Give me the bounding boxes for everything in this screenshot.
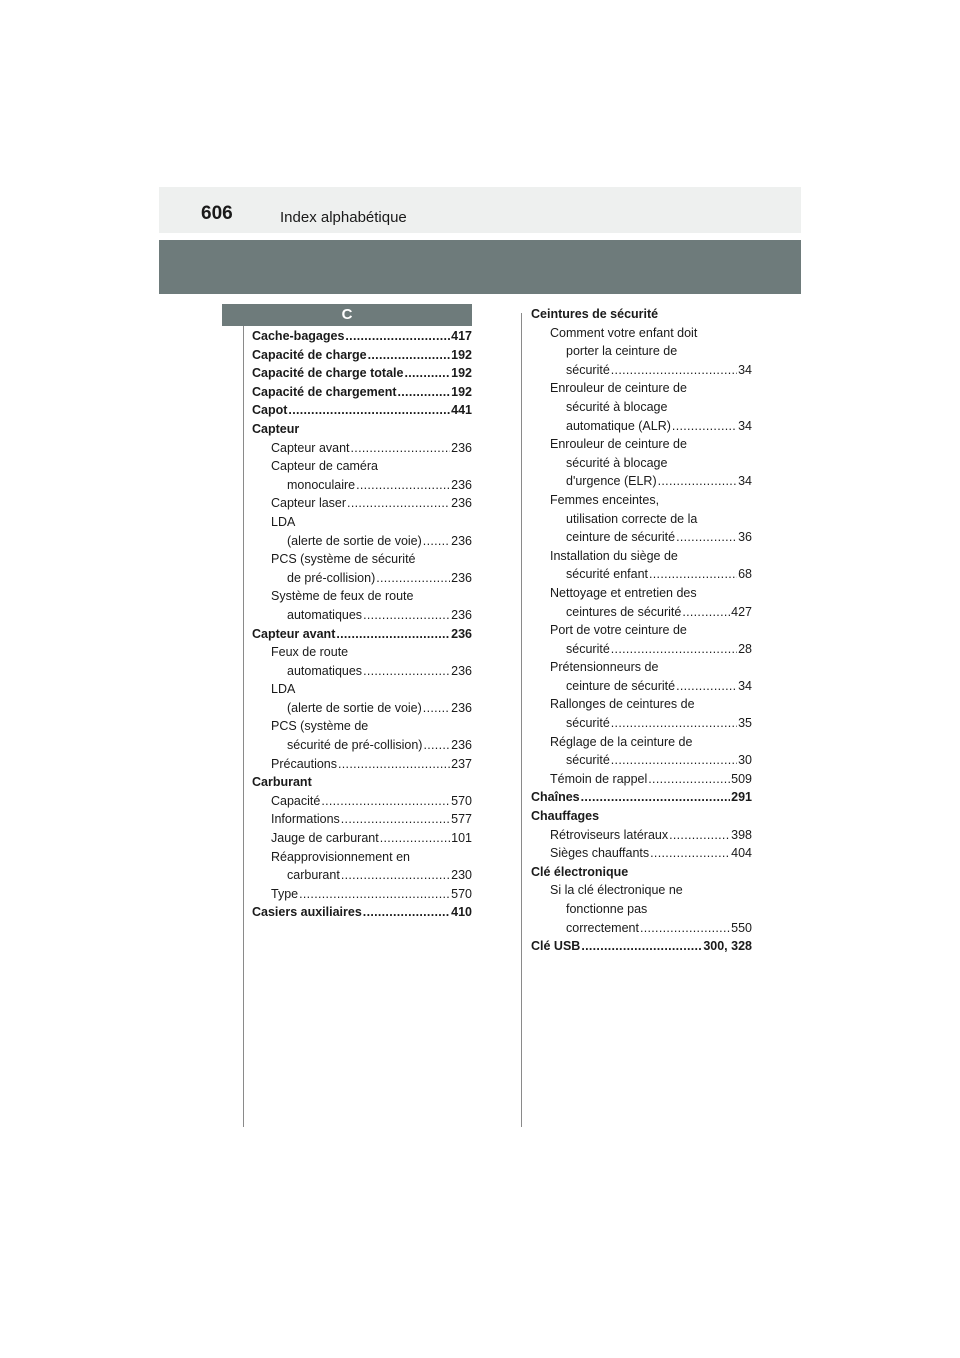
index-entry-text: Jauge de carburant <box>271 831 379 846</box>
index-entry <box>531 770 752 789</box>
index-entry-page[interactable]: 236 <box>451 440 472 455</box>
index-entry <box>531 528 752 547</box>
index-entry-page[interactable]: 237 <box>451 756 472 771</box>
index-entry-page[interactable]: 236 <box>451 570 472 585</box>
index-entry-page[interactable]: 398 <box>731 827 752 842</box>
index-entry <box>531 305 752 324</box>
index-entry <box>531 863 752 882</box>
index-column-left <box>252 327 472 922</box>
index-entry <box>252 625 472 644</box>
index-entry-text: Précautions <box>271 756 338 771</box>
index-entry-text: ceintures de sécurité <box>566 604 682 619</box>
index-entry-text: (alerte de sortie de voie) <box>287 533 422 548</box>
index-entry <box>531 640 752 659</box>
dot-leader <box>351 439 451 458</box>
index-entry <box>252 327 472 346</box>
index-entry-text: Rallonges de ceintures de <box>550 697 695 712</box>
dot-leader <box>649 565 737 584</box>
index-entry <box>531 658 752 677</box>
index-entry <box>531 826 752 845</box>
index-entry <box>252 420 472 439</box>
index-entry <box>252 494 472 513</box>
index-entry-text: Femmes enceintes, <box>550 492 660 507</box>
index-entry <box>531 324 752 343</box>
dot-leader <box>376 569 450 588</box>
index-entry-text: Port de votre ceinture de <box>550 623 687 638</box>
index-entry <box>531 621 752 640</box>
dot-leader <box>611 640 737 659</box>
index-entry <box>531 565 752 584</box>
index-entry <box>531 510 752 529</box>
index-entry <box>252 736 472 755</box>
index-entry <box>531 547 752 566</box>
index-entry <box>252 569 472 588</box>
index-entry-page[interactable]: 404 <box>731 846 752 861</box>
index-entry-page[interactable]: 410 <box>451 905 472 920</box>
dot-leader <box>380 829 450 848</box>
dot-leader <box>345 327 450 346</box>
index-entry-text: carburant <box>287 868 340 883</box>
index-entry-text: Carburant <box>252 775 312 790</box>
index-entry <box>252 848 472 867</box>
index-entry-text: Sièges chauffants <box>550 846 650 861</box>
dot-leader <box>363 662 450 681</box>
index-entry <box>252 439 472 458</box>
index-entry-page[interactable]: 577 <box>451 812 472 827</box>
index-entry-page[interactable]: 34 <box>738 362 752 377</box>
index-entry-text: sécurité <box>566 641 610 656</box>
dot-leader <box>299 885 450 904</box>
dot-leader <box>672 417 737 436</box>
index-entry-page[interactable]: 36 <box>738 530 752 545</box>
dot-leader <box>363 606 450 625</box>
section-title: Index alphabétique <box>280 209 407 226</box>
index-entry-text: Capteur avant <box>252 626 336 641</box>
index-entry <box>252 457 472 476</box>
index-entry-text: de pré-collision) <box>287 570 376 585</box>
index-entry-text: sécurité <box>566 753 610 768</box>
index-entry <box>252 383 472 402</box>
index-entry-text: sécurité <box>566 716 610 731</box>
index-entry-text: Cache-bagages <box>252 329 345 343</box>
index-entry-text: ceinture de sécurité <box>566 530 676 545</box>
index-entry-text: Capacité de chargement <box>252 384 397 399</box>
dot-leader <box>676 528 737 547</box>
index-entry <box>252 513 472 532</box>
index-entry-text: PCS (système de sécurité <box>271 552 416 567</box>
index-entry-text: Capteur de caméra <box>271 459 379 474</box>
index-entry-text: Clé électronique <box>531 864 629 879</box>
dot-leader <box>288 401 450 420</box>
index-entry <box>252 587 472 606</box>
dot-leader <box>611 751 737 770</box>
index-entry-text: Casiers auxiliaires <box>252 905 362 920</box>
index-entry-page[interactable]: 68 <box>738 567 752 582</box>
index-entry-text: sécurité à blocage <box>566 399 668 414</box>
dot-leader <box>321 792 450 811</box>
index-entry-text: automatiques <box>287 663 363 678</box>
index-entry-page[interactable]: 236 <box>451 626 472 641</box>
index-entry-page[interactable]: 427 <box>731 604 752 619</box>
index-entry <box>252 699 472 718</box>
index-entry-text: Capot <box>252 403 288 418</box>
index-entry <box>531 937 752 956</box>
index-entry <box>531 751 752 770</box>
index-entry <box>531 807 752 826</box>
index-entry-text: Comment votre enfant doit <box>550 325 698 340</box>
index-entry-page[interactable]: 236 <box>451 663 472 678</box>
index-entry <box>531 491 752 510</box>
index-entry <box>252 810 472 829</box>
index-entry <box>531 454 752 473</box>
index-entry-text: d'urgence (ELR) <box>566 474 657 489</box>
title-band <box>159 240 801 294</box>
index-entry-page[interactable]: 417 <box>451 329 472 343</box>
index-entry <box>531 714 752 733</box>
index-entry-page[interactable]: 570 <box>451 793 472 808</box>
index-entry-text: (alerte de sortie de voie) <box>287 700 422 715</box>
index-entry-text: Témoin de rappel <box>550 771 648 786</box>
index-entry-page[interactable]: 34 <box>738 474 752 489</box>
index-entry-text: monoculaire <box>287 477 356 492</box>
index-entry-page[interactable]: 230 <box>451 868 472 883</box>
index-entry-text: Informations <box>271 812 340 827</box>
index-entry <box>252 606 472 625</box>
dot-leader <box>650 844 730 863</box>
index-entry-page[interactable]: 441 <box>451 403 472 418</box>
index-entry <box>252 717 472 736</box>
index-entry <box>531 417 752 436</box>
page-number: 606 <box>201 203 233 224</box>
index-entry-text: sécurité de pré-collision) <box>287 738 423 753</box>
index-entry <box>531 881 752 900</box>
index-entry-text: Capacité de charge totale <box>252 366 404 381</box>
index-entry-text: Feux de route <box>271 645 349 660</box>
index-entry-page[interactable]: 192 <box>451 366 472 381</box>
index-entry-text: fonctionne pas <box>566 902 648 916</box>
index-entry-text: Enrouleur de ceinture de <box>550 437 687 452</box>
index-entry <box>252 755 472 774</box>
index-entry-text: Capacité de charge <box>252 347 367 362</box>
index-entry-text: Installation du siège de <box>550 548 678 563</box>
index-entry-text: correctement <box>566 920 639 935</box>
index-entry-page[interactable]: 300, 328 <box>703 939 752 954</box>
index-entry-text: Chaînes <box>531 790 580 805</box>
index-entry-page[interactable]: 236 <box>451 700 472 715</box>
index-entry-text: automatique (ALR) <box>566 418 671 433</box>
index-entry <box>531 677 752 696</box>
index-entry <box>531 919 752 938</box>
index-entry-page[interactable]: 30 <box>738 753 752 768</box>
dot-leader <box>423 699 450 718</box>
index-entry-text: sécurité <box>566 362 610 377</box>
index-entry-text: ceinture de sécurité <box>566 678 676 693</box>
index-entry <box>531 788 752 807</box>
index-entry <box>252 643 472 662</box>
index-entry-text: Si la clé électronique ne <box>550 883 683 898</box>
index-entry-page[interactable]: 236 <box>451 607 472 622</box>
index-entry <box>531 398 752 417</box>
index-entry-text: Réapprovisionnement en <box>271 849 410 864</box>
index-entry-page[interactable]: 192 <box>451 347 472 362</box>
dot-leader <box>611 714 737 733</box>
dot-leader <box>404 364 450 383</box>
index-entry-text: automatiques <box>287 607 363 622</box>
header-band <box>159 187 801 233</box>
index-entry-page[interactable]: 509 <box>731 771 752 786</box>
index-entry-text: Système de feux de route <box>271 589 414 604</box>
index-entry-page[interactable]: 236 <box>451 533 472 548</box>
dot-leader <box>640 919 730 938</box>
index-entry-page[interactable]: 34 <box>738 418 752 433</box>
dot-leader <box>648 770 730 789</box>
dot-leader <box>581 788 731 807</box>
index-entry-page[interactable]: 236 <box>451 738 472 753</box>
index-entry-text: Réglage de la ceinture de <box>550 734 693 749</box>
dot-leader <box>368 346 451 365</box>
dot-leader <box>341 810 450 829</box>
index-entry-page[interactable]: 35 <box>738 716 752 731</box>
index-entry-page[interactable]: 34 <box>738 678 752 693</box>
index-entry <box>252 885 472 904</box>
index-entry-text: Capacité <box>271 793 321 808</box>
dot-leader <box>658 472 737 491</box>
index-entry-text: Chauffages <box>531 809 600 824</box>
index-entry <box>252 903 472 922</box>
index-entry <box>252 532 472 551</box>
index-entry-page[interactable]: 291 <box>731 790 752 805</box>
index-entry-text: Type <box>271 886 299 901</box>
index-entry-text: Rétroviseurs latéraux <box>550 827 669 842</box>
index-entry <box>531 695 752 714</box>
dot-leader <box>398 383 451 402</box>
dot-leader <box>347 494 450 513</box>
index-entry-text: LDA <box>271 682 296 697</box>
index-entry <box>531 342 752 361</box>
dot-leader <box>669 826 730 845</box>
index-entry-text: Capteur laser <box>271 496 347 511</box>
dot-leader <box>423 736 450 755</box>
index-entry-text: LDA <box>271 514 296 529</box>
dot-leader <box>682 603 730 622</box>
index-entry <box>252 792 472 811</box>
dot-leader <box>363 903 450 922</box>
index-entry-text: PCS (système de <box>271 719 369 734</box>
index-entry-page[interactable]: 236 <box>451 496 472 511</box>
index-entry <box>531 379 752 398</box>
index-entry <box>531 733 752 752</box>
dot-leader <box>356 476 450 495</box>
index-entry-text: Enrouleur de ceinture de <box>550 381 687 396</box>
index-entry-text: porter la ceinture de <box>566 344 678 359</box>
index-entry-page[interactable]: 550 <box>731 920 752 935</box>
index-entry <box>531 361 752 380</box>
index-entry <box>252 662 472 681</box>
index-entry <box>531 603 752 622</box>
index-entry-text: Clé USB <box>531 939 581 954</box>
index-entry <box>252 401 472 420</box>
dot-leader <box>676 677 737 696</box>
index-entry-page[interactable]: 101 <box>451 831 472 846</box>
index-entry-page[interactable]: 28 <box>738 641 752 656</box>
index-entry-text: Prétensionneurs de <box>550 660 659 675</box>
index-column-right <box>531 305 752 956</box>
index-entry-text: Capteur <box>252 421 300 436</box>
index-entry-page[interactable]: 192 <box>451 384 472 399</box>
left-column-rule <box>243 326 244 1127</box>
index-entry <box>252 476 472 495</box>
index-entry-text: sécurité à blocage <box>566 455 668 470</box>
index-entry-text: Ceintures de sécurité <box>531 307 659 321</box>
letter-header: C <box>222 304 472 326</box>
index-entry <box>252 550 472 569</box>
dot-leader <box>338 755 450 774</box>
index-entry-text: sécurité enfant <box>566 567 648 582</box>
index-entry <box>252 866 472 885</box>
dot-leader <box>611 361 737 380</box>
index-entry <box>531 472 752 491</box>
index-entry <box>252 346 472 365</box>
index-entry <box>252 773 472 792</box>
index-entry-text: Nettoyage et entretien des <box>550 585 697 600</box>
index-entry <box>531 584 752 603</box>
right-column-rule <box>521 313 522 1127</box>
index-entry-text: Capteur avant <box>271 440 350 455</box>
index-entry-text: utilisation correcte de la <box>566 511 698 526</box>
dot-leader <box>581 937 702 956</box>
index-entry <box>531 900 752 919</box>
dot-leader <box>423 532 450 551</box>
dot-leader <box>341 866 450 885</box>
index-entry <box>252 680 472 699</box>
index-entry-page[interactable]: 236 <box>451 477 472 492</box>
dot-leader <box>336 625 450 644</box>
index-entry-page[interactable]: 570 <box>451 886 472 901</box>
index-entry <box>531 435 752 454</box>
index-entry <box>252 829 472 848</box>
index-entry <box>531 844 752 863</box>
index-entry <box>252 364 472 383</box>
